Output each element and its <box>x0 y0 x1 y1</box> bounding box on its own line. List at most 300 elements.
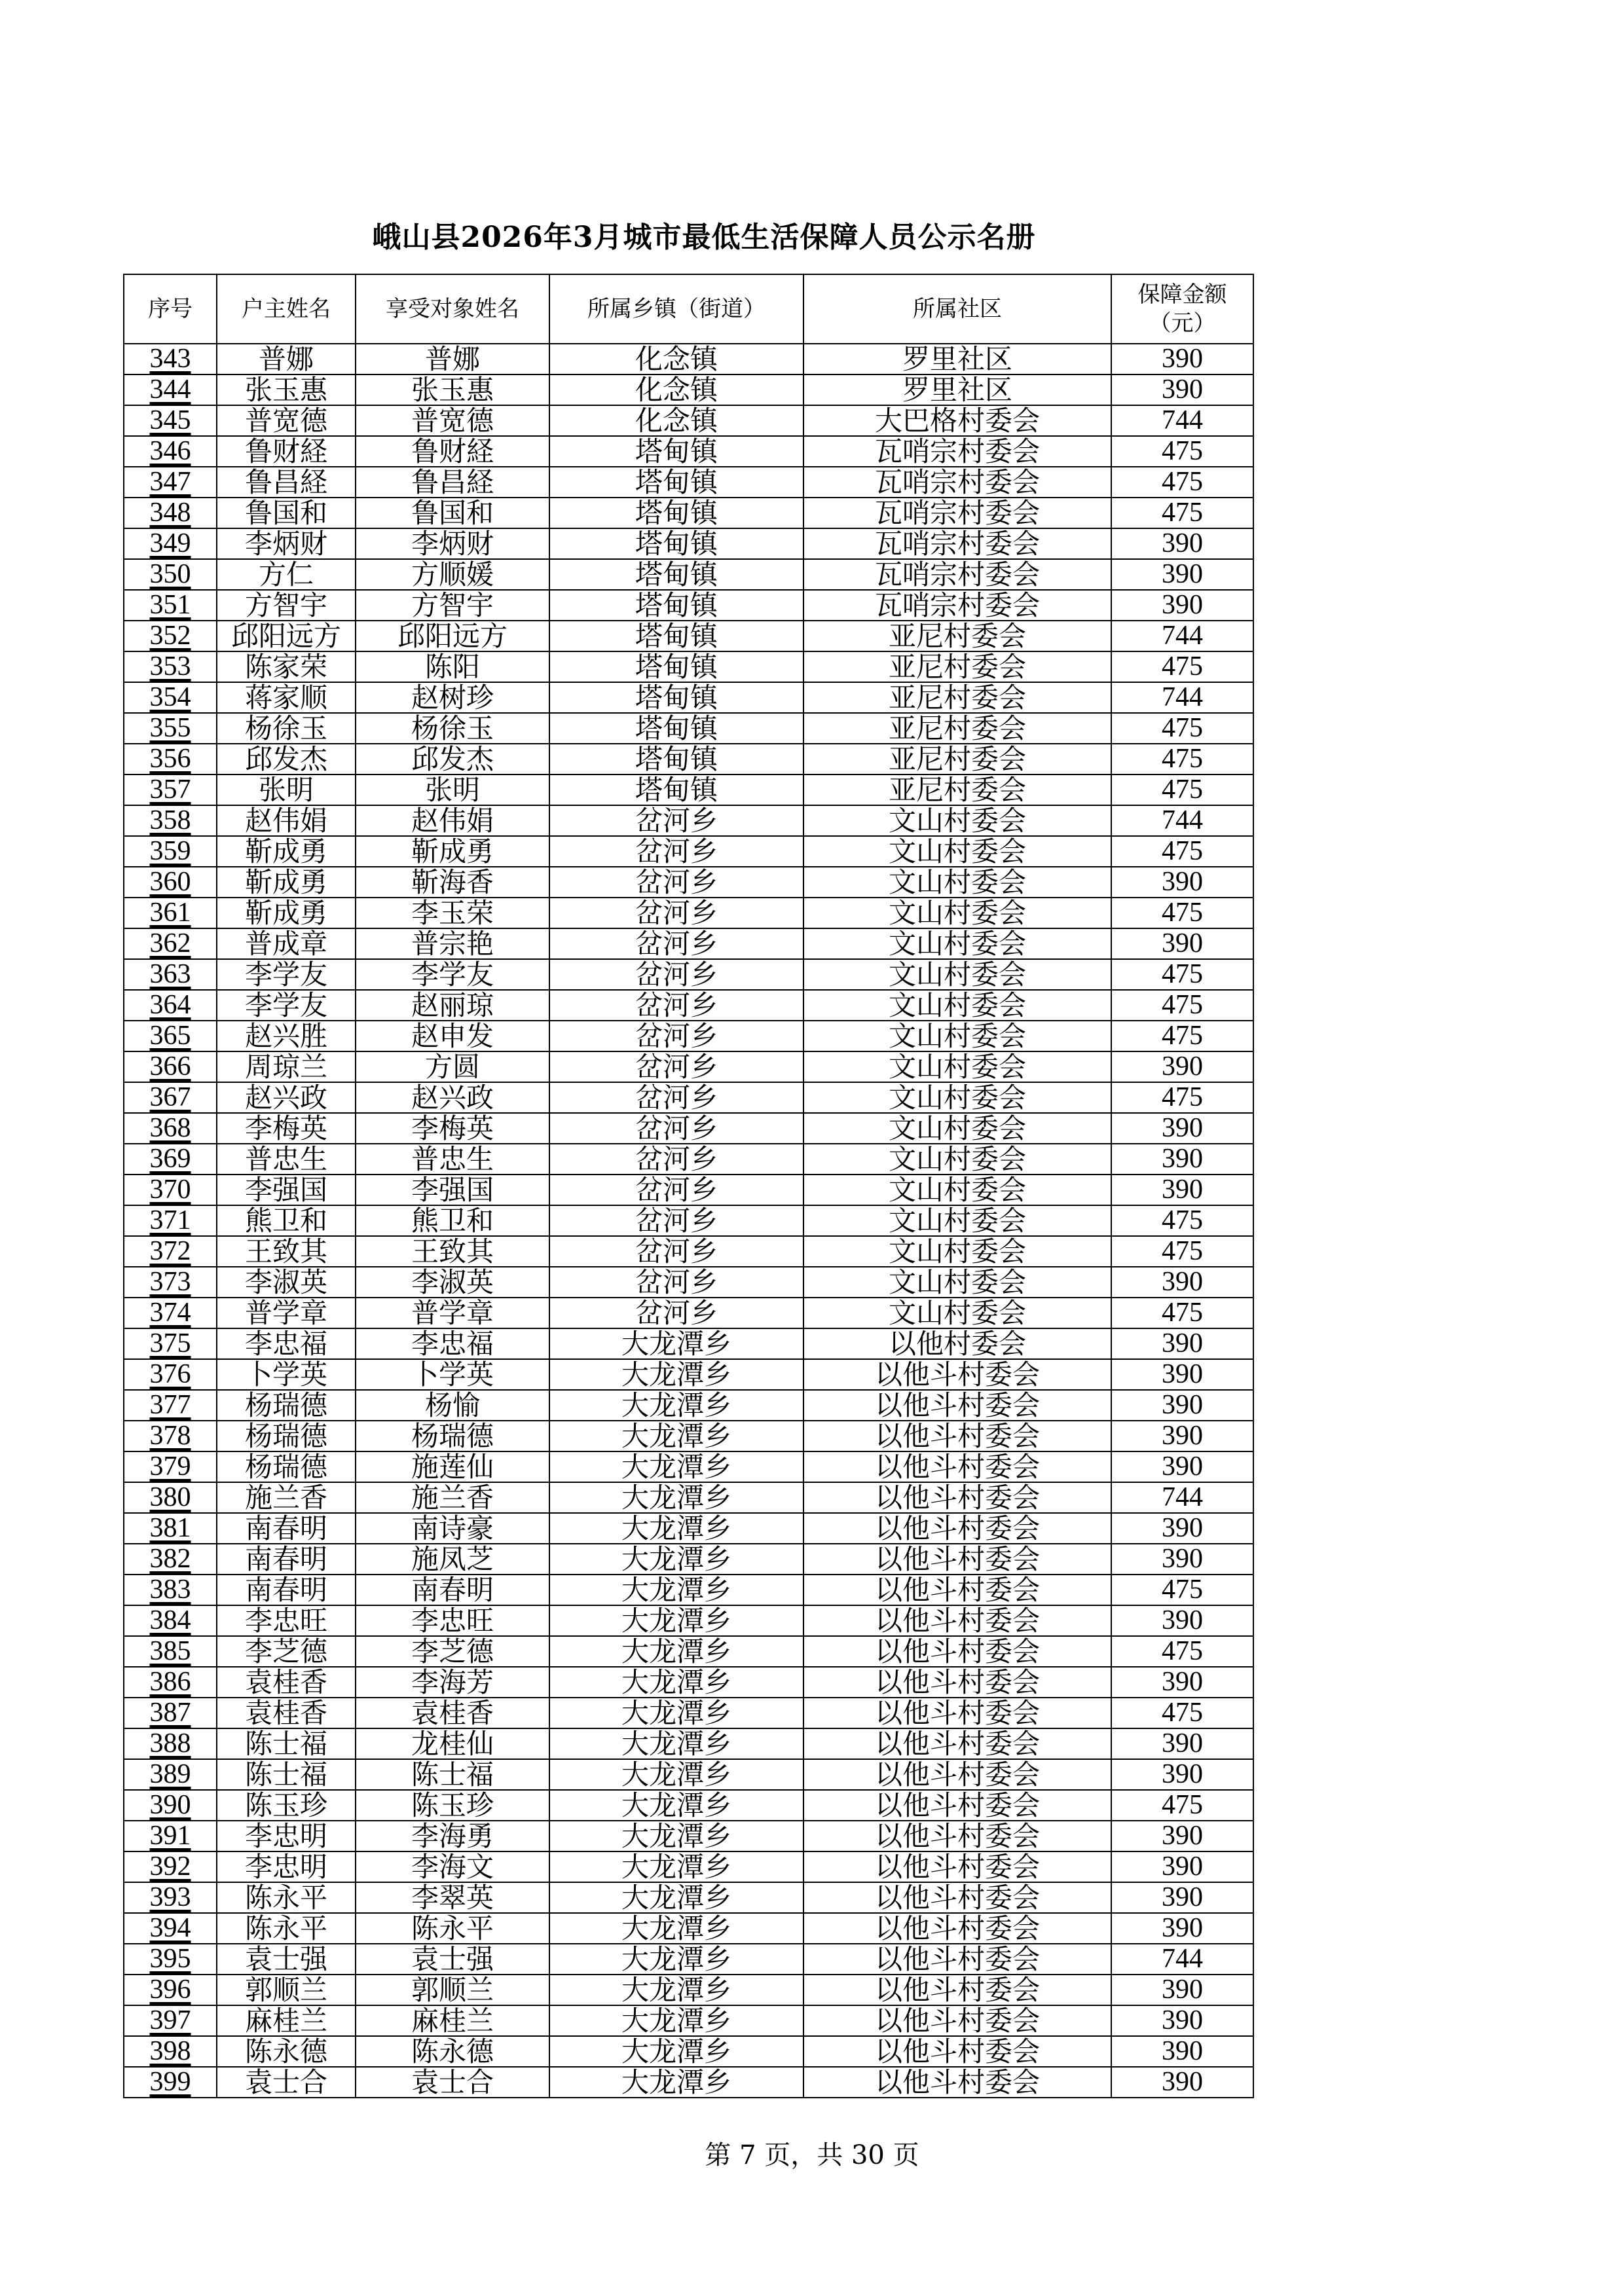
community-cell: 文山村委会 <box>803 1082 1111 1113</box>
amount-cell: 390 <box>1111 1267 1253 1298</box>
recipient-cell: 熊卫和 <box>356 1205 549 1236</box>
householder-cell: 鲁国和 <box>217 498 356 528</box>
recipient-cell: 方顺媛 <box>356 559 549 590</box>
householder-cell: 赵伟娟 <box>217 805 356 836</box>
table-header-row <box>124 274 1253 344</box>
community-cell: 以他斗村委会 <box>803 1851 1111 1882</box>
amount-cell: 475 <box>1111 774 1253 805</box>
community-cell: 以他斗村委会 <box>803 2067 1111 2098</box>
seq-cell: 363 <box>124 959 217 990</box>
amount-cell: 390 <box>1111 2005 1253 2036</box>
header-amount <box>1111 274 1253 344</box>
amount-cell: 390 <box>1111 1821 1253 1851</box>
table-row <box>124 2036 1253 2067</box>
table-row <box>124 1851 1253 1882</box>
householder-cell: 普忠生 <box>217 1144 356 1175</box>
householder-cell: 卜学英 <box>217 1359 356 1390</box>
community-cell: 文山村委会 <box>803 1267 1111 1298</box>
amount-cell: 744 <box>1111 405 1253 436</box>
community-cell: 以他斗村委会 <box>803 1451 1111 1482</box>
table-row <box>124 374 1253 405</box>
amount-cell: 390 <box>1111 1421 1253 1451</box>
recipient-cell: 陈阳 <box>356 651 549 682</box>
community-cell: 亚尼村委会 <box>803 774 1111 805</box>
seq-cell: 394 <box>124 1913 217 1944</box>
recipient-cell: 邱发杰 <box>356 744 549 774</box>
township-cell: 大龙潭乡 <box>549 2067 803 2098</box>
community-cell: 文山村委会 <box>803 1051 1111 1082</box>
table-row <box>124 959 1253 990</box>
table-row <box>124 1236 1253 1267</box>
householder-cell: 陈家荣 <box>217 651 356 682</box>
amount-cell: 475 <box>1111 1790 1253 1821</box>
seq-cell: 359 <box>124 836 217 867</box>
township-cell: 大龙潭乡 <box>549 1667 803 1698</box>
community-cell: 罗里社区 <box>803 344 1111 374</box>
community-cell: 文山村委会 <box>803 898 1111 928</box>
seq-cell: 384 <box>124 1605 217 1636</box>
amount-cell: 744 <box>1111 1944 1253 1975</box>
seq-cell: 380 <box>124 1482 217 1513</box>
seq-cell: 357 <box>124 774 217 805</box>
seq-cell: 387 <box>124 1698 217 1728</box>
table-body <box>124 344 1253 2098</box>
recipient-cell: 王致其 <box>356 1236 549 1267</box>
amount-cell: 390 <box>1111 1051 1253 1082</box>
householder-cell: 李学友 <box>217 959 356 990</box>
householder-cell: 陈士福 <box>217 1728 356 1759</box>
householder-cell: 李炳财 <box>217 528 356 559</box>
seq-cell: 378 <box>124 1421 217 1451</box>
township-cell: 岔河乡 <box>549 898 803 928</box>
recipient-cell: 杨徐玉 <box>356 713 549 744</box>
seq-cell: 369 <box>124 1144 217 1175</box>
amount-cell: 390 <box>1111 1390 1253 1421</box>
community-cell: 罗里社区 <box>803 374 1111 405</box>
community-cell: 文山村委会 <box>803 1205 1111 1236</box>
seq-cell: 364 <box>124 990 217 1021</box>
township-cell: 大龙潭乡 <box>549 1451 803 1482</box>
recipient-cell: 李海文 <box>356 1851 549 1882</box>
seq-cell: 358 <box>124 805 217 836</box>
recipient-cell: 李学友 <box>356 959 549 990</box>
amount-cell: 744 <box>1111 682 1253 713</box>
recipient-cell: 陈玉珍 <box>356 1790 549 1821</box>
table-row <box>124 1421 1253 1451</box>
community-cell: 亚尼村委会 <box>803 713 1111 744</box>
amount-cell: 475 <box>1111 1236 1253 1267</box>
table-row <box>124 1482 1253 1513</box>
table-row <box>124 651 1253 682</box>
recipient-cell: 李梅英 <box>356 1113 549 1144</box>
table-row <box>124 1051 1253 1082</box>
township-cell: 化念镇 <box>549 344 803 374</box>
table-row <box>124 774 1253 805</box>
householder-cell: 南春明 <box>217 1544 356 1575</box>
township-cell: 岔河乡 <box>549 990 803 1021</box>
table-row <box>124 590 1253 621</box>
seq-cell: 347 <box>124 467 217 498</box>
township-cell: 化念镇 <box>549 405 803 436</box>
recipient-cell: 普忠生 <box>356 1144 549 1175</box>
householder-cell: 李淑英 <box>217 1267 356 1298</box>
header-amount-line1: 保障金额 <box>1137 282 1227 308</box>
township-cell: 大龙潭乡 <box>549 1544 803 1575</box>
table-row <box>124 1359 1253 1390</box>
table-row <box>124 498 1253 528</box>
table-row <box>124 1636 1253 1667</box>
recipient-cell: 赵申发 <box>356 1021 549 1051</box>
township-cell: 大龙潭乡 <box>549 1575 803 1605</box>
table-row <box>124 1267 1253 1298</box>
householder-cell: 李忠福 <box>217 1328 356 1359</box>
amount-cell: 390 <box>1111 1882 1253 1913</box>
seq-cell: 350 <box>124 559 217 590</box>
householder-cell: 南春明 <box>217 1513 356 1544</box>
recipient-cell: 杨瑞德 <box>356 1421 549 1451</box>
township-cell: 大龙潭乡 <box>549 1851 803 1882</box>
community-cell: 以他斗村委会 <box>803 1975 1111 2005</box>
amount-cell: 390 <box>1111 1605 1253 1636</box>
amount-cell: 390 <box>1111 867 1253 898</box>
community-cell: 文山村委会 <box>803 1236 1111 1267</box>
table-row <box>124 1328 1253 1359</box>
community-cell: 亚尼村委会 <box>803 651 1111 682</box>
amount-cell: 390 <box>1111 1328 1253 1359</box>
householder-cell: 杨瑞德 <box>217 1421 356 1451</box>
community-cell: 文山村委会 <box>803 1021 1111 1051</box>
householder-cell: 陈士福 <box>217 1759 356 1790</box>
householder-cell: 方仁 <box>217 559 356 590</box>
table-row <box>124 744 1253 774</box>
township-cell: 大龙潭乡 <box>549 1882 803 1913</box>
householder-cell: 张玉惠 <box>217 374 356 405</box>
householder-cell: 靳成勇 <box>217 836 356 867</box>
table-row <box>124 1728 1253 1759</box>
community-cell: 以他斗村委会 <box>803 1790 1111 1821</box>
community-cell: 以他斗村委会 <box>803 1913 1111 1944</box>
community-cell: 瓦哨宗村委会 <box>803 467 1111 498</box>
community-cell: 大巴格村委会 <box>803 405 1111 436</box>
amount-cell: 390 <box>1111 1113 1253 1144</box>
township-cell: 岔河乡 <box>549 836 803 867</box>
amount-cell: 475 <box>1111 1575 1253 1605</box>
table-row <box>124 2067 1253 2098</box>
recipient-cell: 邱阳远方 <box>356 621 549 651</box>
recipient-cell: 张明 <box>356 774 549 805</box>
seq-cell: 360 <box>124 867 217 898</box>
recipient-cell: 李忠福 <box>356 1328 549 1359</box>
amount-cell: 390 <box>1111 2036 1253 2067</box>
seq-cell: 343 <box>124 344 217 374</box>
table-row <box>124 928 1253 959</box>
community-cell: 文山村委会 <box>803 867 1111 898</box>
header-seq: 序号 <box>124 274 217 344</box>
seq-cell: 393 <box>124 1882 217 1913</box>
seq-cell: 392 <box>124 1851 217 1882</box>
recipient-cell: 陈士福 <box>356 1759 549 1790</box>
seq-cell: 389 <box>124 1759 217 1790</box>
community-cell: 以他斗村委会 <box>803 1605 1111 1636</box>
table-row <box>124 1944 1253 1975</box>
township-cell: 塔甸镇 <box>549 744 803 774</box>
seq-cell: 381 <box>124 1513 217 1544</box>
recipient-cell: 方圆 <box>356 1051 549 1082</box>
householder-cell: 施兰香 <box>217 1482 356 1513</box>
table-row <box>124 559 1253 590</box>
amount-cell: 475 <box>1111 744 1253 774</box>
recipient-cell: 李海勇 <box>356 1821 549 1851</box>
table-row <box>124 1175 1253 1205</box>
township-cell: 岔河乡 <box>549 805 803 836</box>
seq-cell: 377 <box>124 1390 217 1421</box>
table-row <box>124 713 1253 744</box>
recipient-cell: 郭顺兰 <box>356 1975 549 2005</box>
seq-cell: 370 <box>124 1175 217 1205</box>
township-cell: 塔甸镇 <box>549 682 803 713</box>
amount-cell: 390 <box>1111 590 1253 621</box>
amount-cell: 390 <box>1111 1667 1253 1698</box>
seq-cell: 379 <box>124 1451 217 1482</box>
community-cell: 以他斗村委会 <box>803 1359 1111 1390</box>
community-cell: 瓦哨宗村委会 <box>803 559 1111 590</box>
community-cell: 文山村委会 <box>803 1113 1111 1144</box>
amount-cell: 390 <box>1111 2067 1253 2098</box>
table-row <box>124 1882 1253 1913</box>
community-cell: 以他斗村委会 <box>803 1759 1111 1790</box>
community-cell: 文山村委会 <box>803 928 1111 959</box>
seq-cell: 351 <box>124 590 217 621</box>
community-cell: 以他斗村委会 <box>803 1667 1111 1698</box>
householder-cell: 李强国 <box>217 1175 356 1205</box>
community-cell: 以他斗村委会 <box>803 1728 1111 1759</box>
householder-cell: 袁士强 <box>217 1944 356 1975</box>
township-cell: 塔甸镇 <box>549 774 803 805</box>
recipient-cell: 普宗艳 <box>356 928 549 959</box>
recipient-cell: 龙桂仙 <box>356 1728 549 1759</box>
seq-cell: 355 <box>124 713 217 744</box>
table-row <box>124 1575 1253 1605</box>
community-cell: 瓦哨宗村委会 <box>803 528 1111 559</box>
township-cell: 岔河乡 <box>549 959 803 990</box>
community-cell: 以他斗村委会 <box>803 2036 1111 2067</box>
table-row <box>124 621 1253 651</box>
amount-cell: 390 <box>1111 1851 1253 1882</box>
township-cell: 塔甸镇 <box>549 559 803 590</box>
recipient-cell: 袁士合 <box>356 2067 549 2098</box>
householder-cell: 袁桂香 <box>217 1667 356 1698</box>
recipient-cell: 鲁昌経 <box>356 467 549 498</box>
amount-cell: 390 <box>1111 1975 1253 2005</box>
amount-cell: 475 <box>1111 467 1253 498</box>
table-row <box>124 1144 1253 1175</box>
township-cell: 大龙潭乡 <box>549 1328 803 1359</box>
table-row <box>124 1113 1253 1144</box>
recipient-cell: 李强国 <box>356 1175 549 1205</box>
table-row <box>124 898 1253 928</box>
seq-cell: 368 <box>124 1113 217 1144</box>
township-cell: 岔河乡 <box>549 928 803 959</box>
table-row <box>124 682 1253 713</box>
recipient-cell: 鲁财経 <box>356 436 549 467</box>
seq-cell: 361 <box>124 898 217 928</box>
seq-cell: 349 <box>124 528 217 559</box>
township-cell: 塔甸镇 <box>549 590 803 621</box>
householder-cell: 鲁财経 <box>217 436 356 467</box>
township-cell: 岔河乡 <box>549 1236 803 1267</box>
community-cell: 以他斗村委会 <box>803 1944 1111 1975</box>
township-cell: 大龙潭乡 <box>549 2005 803 2036</box>
recipient-cell: 卜学英 <box>356 1359 549 1390</box>
table-row <box>124 1544 1253 1575</box>
township-cell: 岔河乡 <box>549 1298 803 1328</box>
seq-cell: 345 <box>124 405 217 436</box>
seq-cell: 346 <box>124 436 217 467</box>
householder-cell: 袁桂香 <box>217 1698 356 1728</box>
community-cell: 以他斗村委会 <box>803 1513 1111 1544</box>
householder-cell: 李芝德 <box>217 1636 356 1667</box>
amount-cell: 744 <box>1111 1482 1253 1513</box>
community-cell: 瓦哨宗村委会 <box>803 590 1111 621</box>
householder-cell: 陈永平 <box>217 1882 356 1913</box>
township-cell: 岔河乡 <box>549 1051 803 1082</box>
seq-cell: 362 <box>124 928 217 959</box>
seq-cell: 367 <box>124 1082 217 1113</box>
amount-cell: 475 <box>1111 898 1253 928</box>
township-cell: 岔河乡 <box>549 1205 803 1236</box>
householder-cell: 方智宇 <box>217 590 356 621</box>
householder-cell: 邱发杰 <box>217 744 356 774</box>
recipient-cell: 施凤芝 <box>356 1544 549 1575</box>
township-cell: 塔甸镇 <box>549 467 803 498</box>
seq-cell: 396 <box>124 1975 217 2005</box>
community-cell: 以他斗村委会 <box>803 1882 1111 1913</box>
seq-cell: 352 <box>124 621 217 651</box>
township-cell: 大龙潭乡 <box>549 1975 803 2005</box>
table-row <box>124 1513 1253 1544</box>
householder-cell: 普学章 <box>217 1298 356 1328</box>
table-row <box>124 344 1253 374</box>
amount-cell: 744 <box>1111 621 1253 651</box>
amount-cell: 475 <box>1111 1205 1253 1236</box>
householder-cell: 赵兴政 <box>217 1082 356 1113</box>
seq-cell: 372 <box>124 1236 217 1267</box>
recipient-cell: 普娜 <box>356 344 549 374</box>
seq-cell: 385 <box>124 1636 217 1667</box>
seq-cell: 375 <box>124 1328 217 1359</box>
township-cell: 大龙潭乡 <box>549 1390 803 1421</box>
township-cell: 塔甸镇 <box>549 528 803 559</box>
amount-cell: 390 <box>1111 1359 1253 1390</box>
township-cell: 岔河乡 <box>549 1113 803 1144</box>
householder-cell: 靳成勇 <box>217 898 356 928</box>
township-cell: 大龙潭乡 <box>549 1359 803 1390</box>
community-cell: 亚尼村委会 <box>803 744 1111 774</box>
recipient-cell: 靳成勇 <box>356 836 549 867</box>
recipient-cell: 李淑英 <box>356 1267 549 1298</box>
seq-cell: 366 <box>124 1051 217 1082</box>
householder-cell: 李学友 <box>217 990 356 1021</box>
table-row <box>124 1451 1253 1482</box>
householder-cell: 张明 <box>217 774 356 805</box>
township-cell: 大龙潭乡 <box>549 1482 803 1513</box>
amount-cell: 475 <box>1111 498 1253 528</box>
amount-cell: 390 <box>1111 374 1253 405</box>
table-row <box>124 1298 1253 1328</box>
township-cell: 塔甸镇 <box>549 713 803 744</box>
table-row <box>124 1205 1253 1236</box>
seq-cell: 399 <box>124 2067 217 2098</box>
householder-cell: 李梅英 <box>217 1113 356 1144</box>
recipient-cell: 李炳财 <box>356 528 549 559</box>
township-cell: 大龙潭乡 <box>549 1605 803 1636</box>
recipient-cell: 李忠旺 <box>356 1605 549 1636</box>
table-row <box>124 1390 1253 1421</box>
householder-cell: 赵兴胜 <box>217 1021 356 1051</box>
table-row <box>124 1021 1253 1051</box>
community-cell: 以他斗村委会 <box>803 1575 1111 1605</box>
recipient-cell: 普学章 <box>356 1298 549 1328</box>
recipient-cell: 南春明 <box>356 1575 549 1605</box>
township-cell: 塔甸镇 <box>549 436 803 467</box>
seq-cell: 391 <box>124 1821 217 1851</box>
page-footer: 第 7 页，共 30 页 <box>705 2140 919 2170</box>
table-row <box>124 1913 1253 1944</box>
recipient-cell: 李翠英 <box>356 1882 549 1913</box>
recipient-cell: 施兰香 <box>356 1482 549 1513</box>
township-cell: 大龙潭乡 <box>549 1513 803 1544</box>
table-row <box>124 467 1253 498</box>
community-cell: 亚尼村委会 <box>803 682 1111 713</box>
community-cell: 以他斗村委会 <box>803 1636 1111 1667</box>
amount-cell: 475 <box>1111 990 1253 1021</box>
recipient-cell: 普宽德 <box>356 405 549 436</box>
householder-cell: 郭顺兰 <box>217 1975 356 2005</box>
table-row <box>124 836 1253 867</box>
township-cell: 塔甸镇 <box>549 651 803 682</box>
table-row <box>124 867 1253 898</box>
table-row <box>124 990 1253 1021</box>
township-cell: 岔河乡 <box>549 1175 803 1205</box>
amount-cell: 390 <box>1111 1144 1253 1175</box>
recipient-cell: 李海芳 <box>356 1667 549 1698</box>
seq-cell: 376 <box>124 1359 217 1390</box>
recipient-cell: 赵树珍 <box>356 682 549 713</box>
amount-cell: 475 <box>1111 959 1253 990</box>
seq-cell: 365 <box>124 1021 217 1051</box>
page-title: 峨山县2026年3月城市最低生活保障人员公示名册 <box>372 221 1036 254</box>
householder-cell: 蒋家顺 <box>217 682 356 713</box>
recipient-cell: 靳海香 <box>356 867 549 898</box>
amount-cell: 390 <box>1111 528 1253 559</box>
header-township: 所属乡镇（街道） <box>549 274 803 344</box>
township-cell: 大龙潭乡 <box>549 1759 803 1790</box>
recipient-cell: 张玉惠 <box>356 374 549 405</box>
amount-cell: 390 <box>1111 559 1253 590</box>
community-cell: 文山村委会 <box>803 959 1111 990</box>
township-cell: 大龙潭乡 <box>549 1636 803 1667</box>
township-cell: 塔甸镇 <box>549 498 803 528</box>
header-community: 所属社区 <box>803 274 1111 344</box>
householder-cell: 鲁昌経 <box>217 467 356 498</box>
township-cell: 大龙潭乡 <box>549 1698 803 1728</box>
amount-cell: 390 <box>1111 1513 1253 1544</box>
householder-cell: 王致其 <box>217 1236 356 1267</box>
recipient-cell: 陈永德 <box>356 2036 549 2067</box>
seq-cell: 386 <box>124 1667 217 1698</box>
table-row <box>124 405 1253 436</box>
householder-cell: 靳成勇 <box>217 867 356 898</box>
